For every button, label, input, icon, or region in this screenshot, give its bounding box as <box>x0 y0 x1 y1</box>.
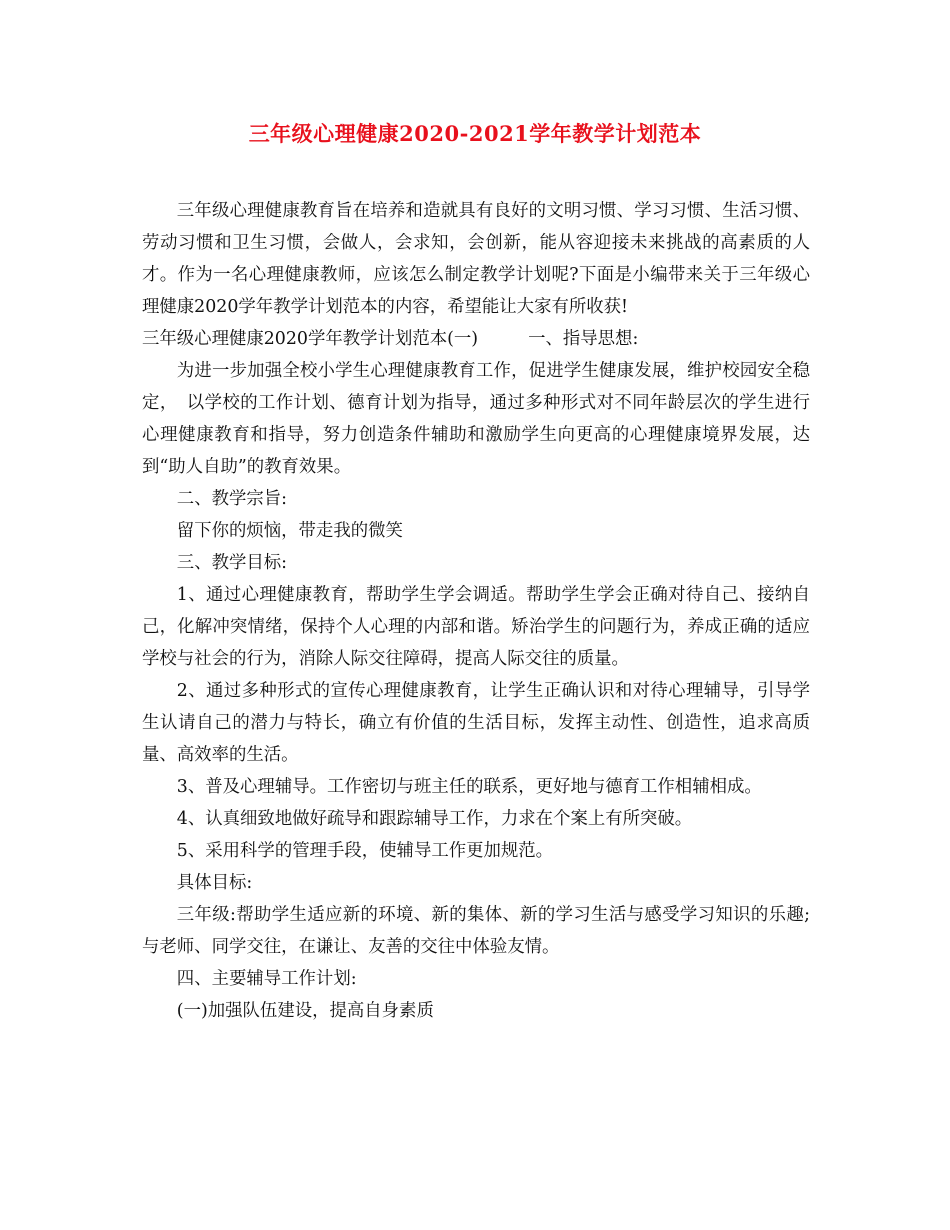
teaching-purpose-text: 留下你的烦恼，带走我的微笑 <box>176 521 403 541</box>
goal-item-1: 1、通过心理健康教育，帮助学生学会调适。帮助学生学会正确对待自己、接纳自己，化解冲突情绪，保持个人心理的内部和谐。矫治学生的问题行为，养成正确的适应学校与社会的行为，消除人际交往障碍，提高人际交往的质量。 <box>142 585 810 669</box>
grade-three-goal: 三年级:帮助学生适应新的环境、新的集体、新的学习生活与感受学习知识的乐趣;与老师、同学交往，在谦让、友善的交往中体验友情。 <box>142 905 810 957</box>
goal-item-4: 4、认真细致地做好疏导和跟踪辅导工作，力求在个案上有所突破。 <box>176 809 693 829</box>
section-heading-line <box>142 323 810 355</box>
guiding-thought-paragraph: 为进一步加强全校小学生心理健康教育工作，促进学生健康发展，维护校园安全稳定， 以学校的工作计划、德育计划为指导，通过多种形式对不同年龄层次的学生进行心理健康教育和指导，努力创造条件辅助和激励学生向更高的心理健康境界发展，达到“助人自助”的教育效果。 <box>142 361 810 477</box>
goal-item-5: 5、采用科学的管理手段，使辅导工作更加规范。 <box>176 841 554 861</box>
section-title: 三年级心理健康2020学年教学计划范本(一) <box>142 329 479 349</box>
work-plan-heading: 四、主要辅导工作计划: <box>176 969 357 989</box>
intro-paragraph: 三年级心理健康教育旨在培养和造就具有良好的文明习惯、学习习惯、生活习惯、劳动习惯和卫生习惯，会做人，会求知，会创新，能从容迎接未来挑战的高素质的人才。作为一名心理健康教师，应该怎么制定教学计划呢?下面是小编带来关于三年级心理健康2020学年教学计划范本的内容，希望能让大家有所收获! <box>142 201 810 317</box>
goal-item-3: 3、普及心理辅导。工作密切与班主任的联系，更好地与德育工作相辅相成。 <box>176 777 762 797</box>
goal-item-2: 2、通过多种形式的宣传心理健康教育，让学生正确认识和对待心理辅导，引导学生认请自己的潜力与特长，确立有价值的生活目标，发挥主动性、创造性，追求高质量、高效率的生活。 <box>142 681 810 765</box>
document-title: 三年级心理健康2020-2021学年教学计划范本 <box>248 121 702 146</box>
work-plan-item-1: (一)加强队伍建设，提高自身素质 <box>176 1001 434 1021</box>
guiding-thought-heading: 一、指导思想: <box>528 329 639 349</box>
teaching-goals-heading: 三、教学目标: <box>176 553 288 573</box>
specific-goals-heading: 具体目标: <box>176 873 253 893</box>
teaching-purpose-heading: 二、教学宗旨: <box>176 489 288 509</box>
document-body <box>142 195 810 1027</box>
